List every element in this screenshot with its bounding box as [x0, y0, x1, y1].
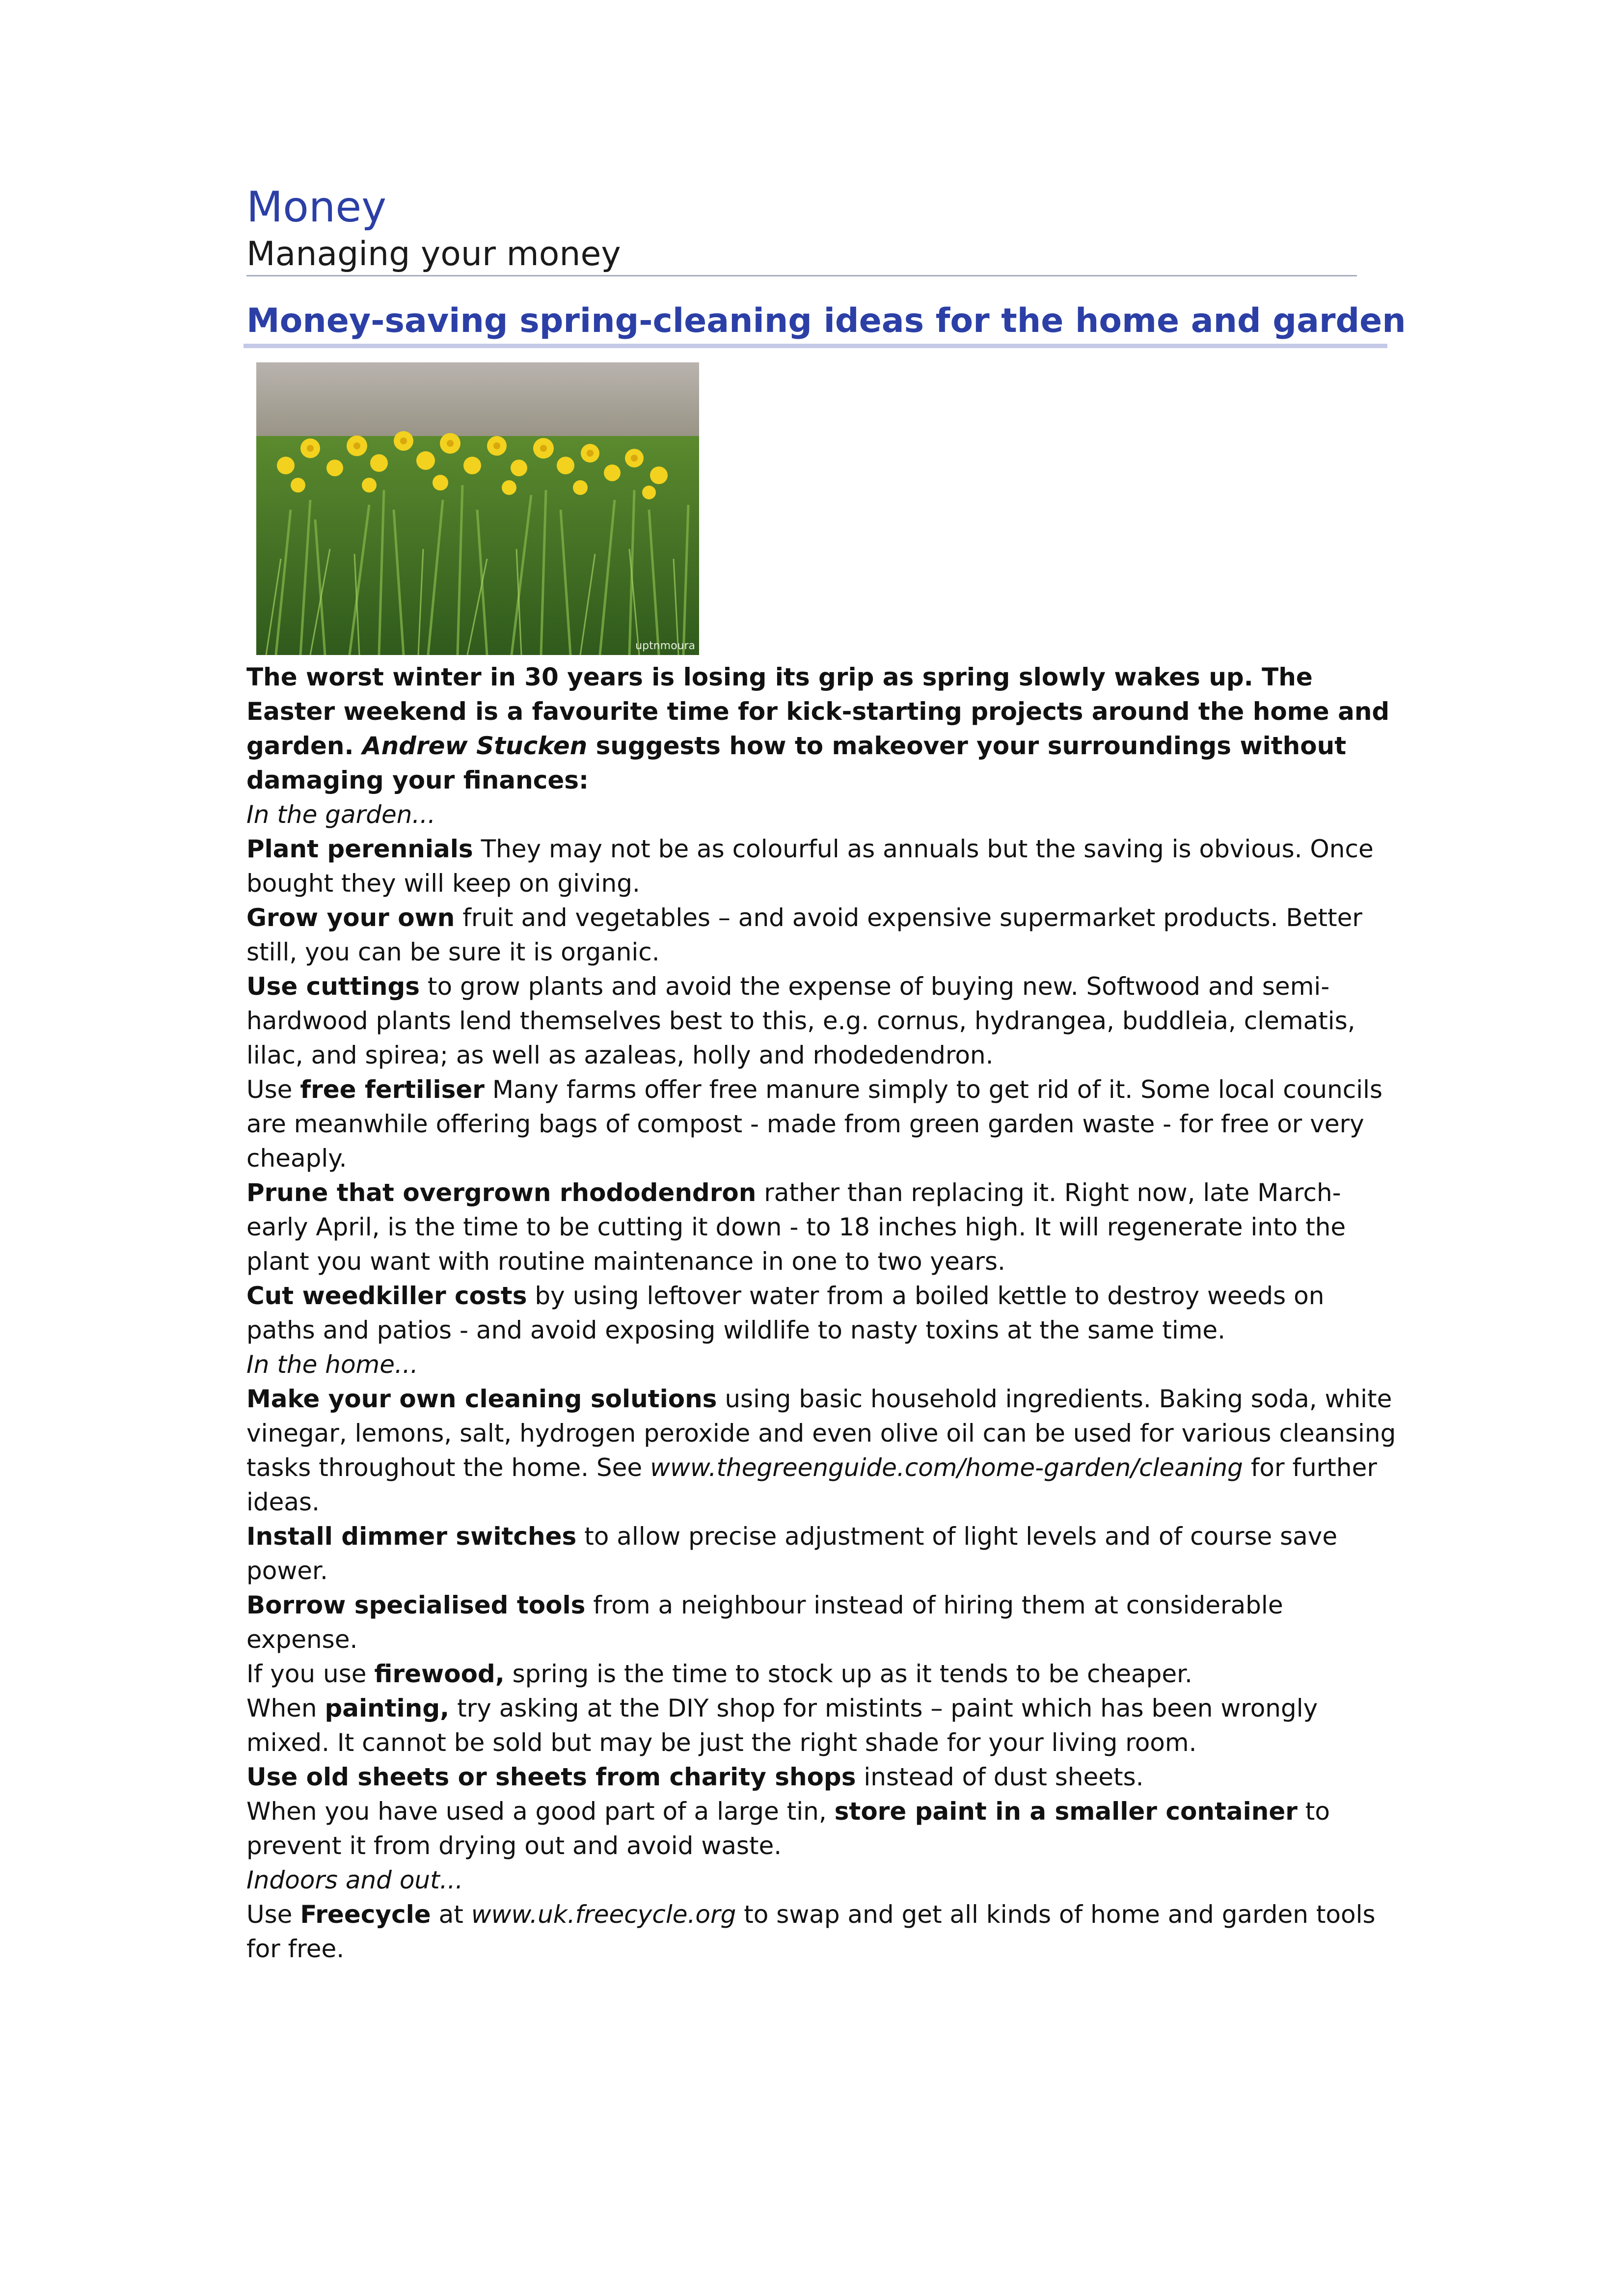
- section-subtitle: Managing your money: [246, 235, 621, 273]
- freecycle-link[interactable]: www.uk.freecycle.org: [471, 1900, 736, 1929]
- article-title: Money-saving spring-cleaning ideas for the home and garden: [246, 301, 1406, 340]
- tip-painting: When painting, try asking at the DIY shop for mistints – paint which has been wrongly mixed. It cannot be sold but may be just the right shade for your living room.: [246, 1694, 1318, 1757]
- home-tips-list: [246, 1519, 1400, 1863]
- author-name: Andrew Stucken: [362, 732, 588, 760]
- tip-prune-rhododendron: Prune that overgrown rhododendron rather than replacing it. Right now, late March-early April, is the time to be cutting it down - to 18 inches high. It will regenerate into the plant you want with routine maintenance in one to two years.: [246, 1178, 1346, 1276]
- section-title: Money: [246, 183, 387, 232]
- greenguide-link[interactable]: www.thegreenguide.com/home-garden/cleaning: [650, 1453, 1243, 1482]
- intro-tail: suggests how to makeover your surroundings without damaging your finances:: [246, 732, 1347, 794]
- tip-store-paint: When you have used a good part of a large tin, store paint in a smaller container to prevent it from drying out and avoid waste.: [246, 1797, 1330, 1860]
- tip-borrow-tools: Borrow specialised tools from a neighbour instead of hiring them at considerable expense.: [246, 1591, 1283, 1654]
- article-intro: [246, 660, 1400, 797]
- article-body: [246, 660, 1400, 1966]
- outdoor-heading: Indoors and out...: [246, 1866, 463, 1894]
- title-underline: [244, 344, 1387, 348]
- tip-firewood: If you use firewood, spring is the time to stock up as it tends to be cheaper.: [246, 1660, 1192, 1688]
- tip-plant-perennials: Plant perennials They may not be as colourful as annuals but the saving is obvious. Once bought they will keep on giving.: [246, 835, 1374, 898]
- intro-lead: The worst winter in 30 years is losing its grip as spring slowly wakes up. The Easter weekend is a favourite time for kick-starting projects around the home and garden.: [246, 663, 1390, 760]
- tip-use-cuttings: Use cuttings to grow plants and avoid the expense of buying new. Softwood and semi-hardwood plants lend themselves best to this, e.g. cornus, hydrangea, buddleia, clematis, lilac, and spirea; as well as azaleas, holly and rhodedendron.: [246, 972, 1355, 1069]
- garden-heading: In the garden...: [246, 800, 436, 829]
- header-divider: [246, 275, 1357, 276]
- tip-freecycle: Use Freecycle at www.uk.freecycle.org to swap and get all kinds of home and garden tools for free.: [246, 1900, 1376, 1963]
- tip-dimmer-switches: Install dimmer switches to allow precise adjustment of light levels and of course save power.: [246, 1522, 1338, 1585]
- tip-weedkiller: Cut weedkiller costs by using leftover water from a boiled kettle to destroy weeds on paths and patios - and avoid exposing wildlife to nasty toxins at the same time.: [246, 1282, 1325, 1344]
- photo-credit: uptnmoura: [635, 640, 695, 652]
- garden-tips-list: [246, 832, 1400, 1347]
- daffodil-photo: [256, 362, 699, 655]
- daffodil-illustration: [256, 362, 699, 655]
- tip-grow-your-own: Grow your own fruit and vegetables – and avoid expensive supermarket products. Better still, you can be sure it is organic.: [246, 903, 1362, 966]
- tip-free-fertiliser: Use free fertiliser Many farms offer free manure simply to get rid of it. Some local councils are meanwhile offering bags of compost - made from green garden waste - for free or very cheaply.: [246, 1075, 1383, 1173]
- tip-old-sheets: Use old sheets or sheets from charity shops instead of dust sheets.: [246, 1763, 1144, 1791]
- home-heading: In the home...: [246, 1350, 418, 1379]
- tip-cleaning-solutions: Make your own cleaning solutions using basic household ingredients. Baking soda, white vinegar, lemons, salt, hydrogen peroxide and even olive oil can be used for various cleansing tasks throughout the home. See www.thegreenguide.com/home-garden/cleaning for further ideas.: [246, 1385, 1396, 1516]
